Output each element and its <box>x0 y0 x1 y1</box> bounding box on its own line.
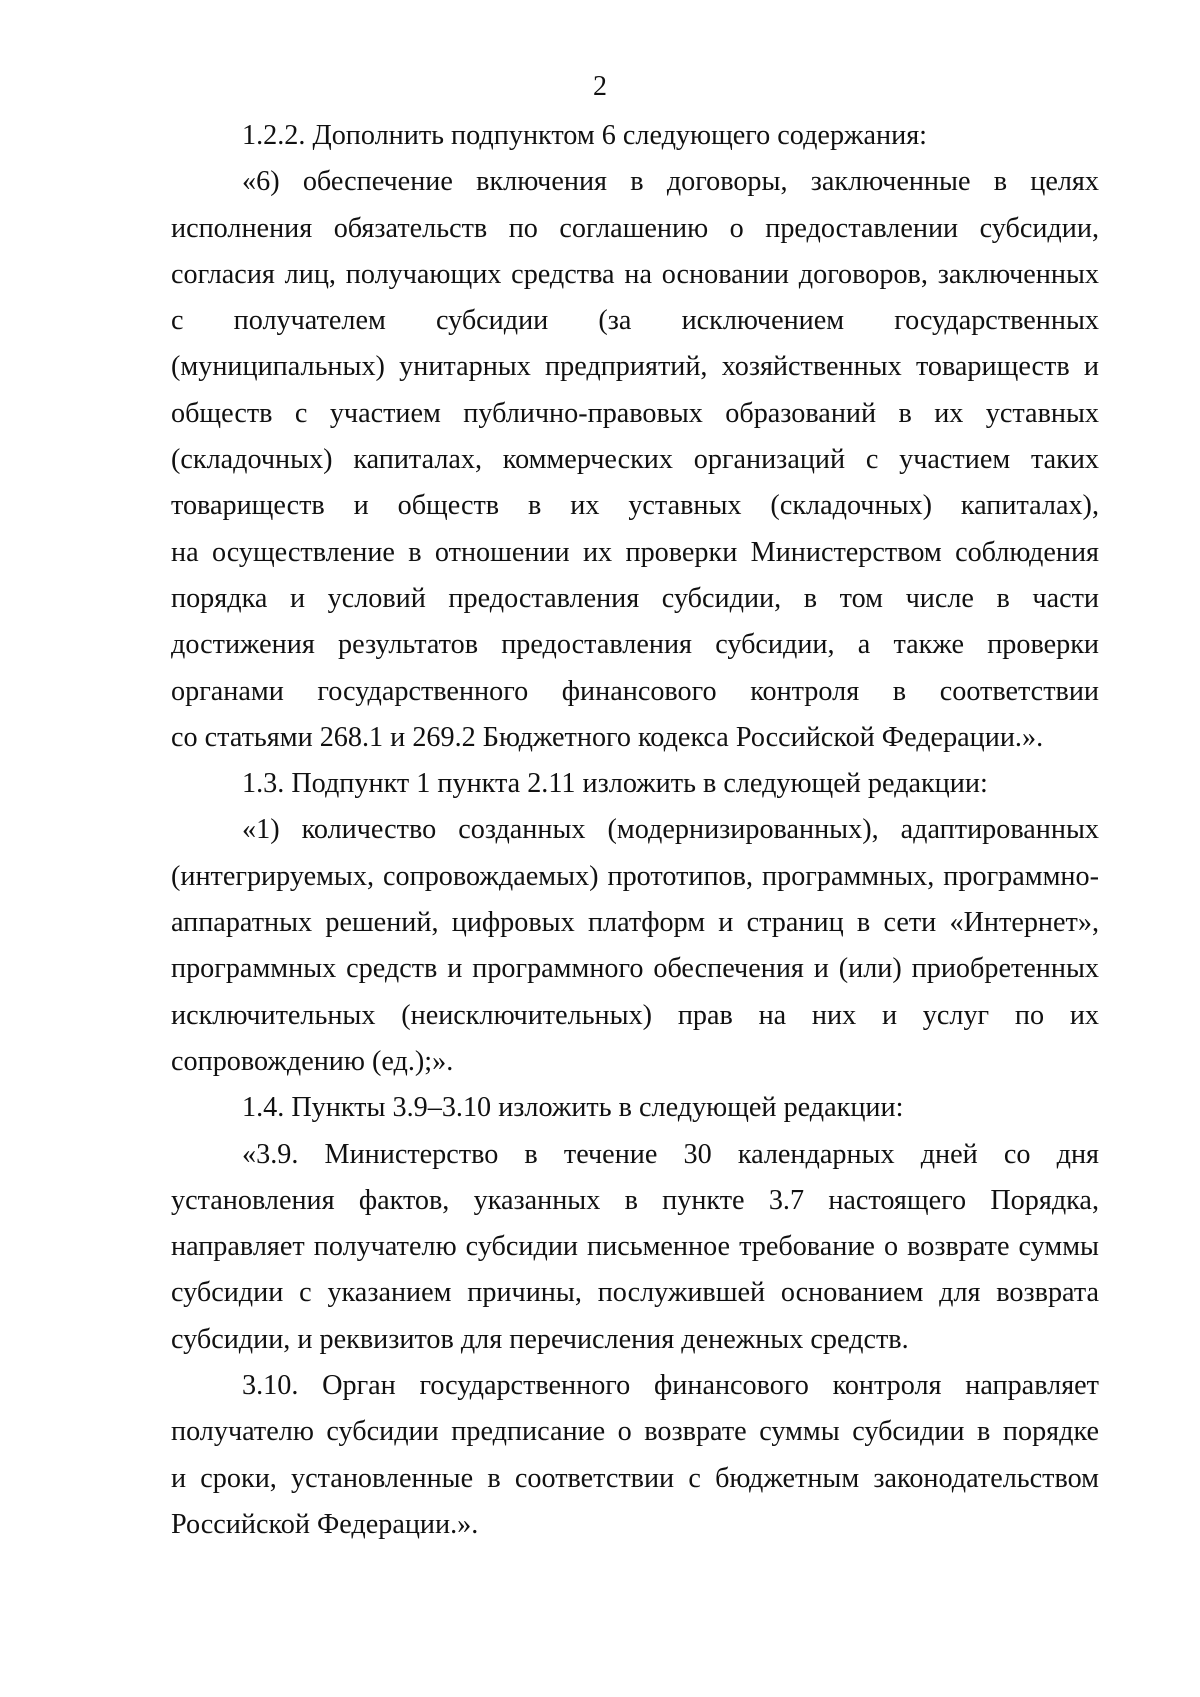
text-line: Российской Федерации.». <box>171 1508 479 1540</box>
page-number: 2 <box>593 71 607 102</box>
paragraph-3-9 <box>171 1132 1099 1363</box>
text-line: получателю субсидии предписание о возврате суммы субсидии в порядке <box>171 1416 1099 1448</box>
text-line: аппаратных решений, цифровых платформ и страниц в сети «Интернет», <box>171 907 1099 939</box>
paragraph-sub6 <box>171 159 1099 761</box>
text-line: направляет получателю субсидии письменное требование о возврате суммы <box>171 1231 1099 1263</box>
text-line: достижения результатов предоставления субсидии, а также проверки <box>171 629 1099 661</box>
text-line: (интегрируемых, сопровождаемых) прототипов, программных, программно- <box>171 860 1099 892</box>
text-line: (складочных) капиталах, коммерческих организаций с участием таких <box>171 444 1099 476</box>
text-line: «1) количество созданных (модернизированных), адаптированных <box>242 814 1099 846</box>
paragraph-1-4 <box>171 1085 1099 1131</box>
text-line: на осуществление в отношении их проверки Министерством соблюдения <box>171 536 1099 568</box>
text-line: 3.10. Орган государственного финансового контроля направляет <box>242 1370 1099 1402</box>
paragraph-3-10 <box>171 1363 1099 1548</box>
text-line: порядка и условий предоставления субсидии, в том числе в части <box>171 582 1099 614</box>
text-line: товариществ и обществ в их уставных (складочных) капиталах), <box>171 490 1099 522</box>
text-line: установления фактов, указанных в пункте 3.7 настоящего Порядка, <box>171 1184 1099 1216</box>
document-body <box>171 113 1099 1548</box>
text-line: 1.4. Пункты 3.9–3.10 изложить в следующей редакции: <box>242 1092 904 1124</box>
text-line: органами государственного финансового контроля в соответствии <box>171 675 1099 707</box>
text-line: субсидии, и реквизитов для перечисления денежных средств. <box>171 1323 909 1355</box>
text-line: исключительных (неисключительных) прав на них и услуг по их <box>171 999 1099 1031</box>
text-line: программных средств и программного обеспечения и (или) приобретенных <box>171 953 1099 985</box>
text-line: и сроки, установленные в соответствии с бюджетным законодательством <box>171 1462 1099 1494</box>
text-line: с получателем субсидии (за исключением государственных <box>171 305 1099 337</box>
text-line: 1.3. Подпункт 1 пункта 2.11 изложить в следующей редакции: <box>242 768 988 800</box>
text-line: сопровождению (ед.);». <box>171 1045 454 1077</box>
text-line: «3.9. Министерство в течение 30 календарных дней со дня <box>242 1138 1099 1170</box>
text-line: согласия лиц, получающих средства на основании договоров, заключенных <box>171 258 1099 290</box>
text-line: обществ с участием публично-правовых образований в их уставных <box>171 397 1099 429</box>
text-line: (муниципальных) унитарных предприятий, хозяйственных товариществ и <box>171 351 1099 383</box>
text-line: субсидии с указанием причины, послужившей основанием для возврата <box>171 1277 1099 1309</box>
text-line: исполнения обязательств по соглашению о предоставлении субсидии, <box>171 212 1099 244</box>
paragraph-sub1 <box>171 807 1099 1085</box>
text-line: 1.2.2. Дополнить подпунктом 6 следующего содержания: <box>242 120 927 151</box>
paragraph-1-2-2 <box>171 113 1099 159</box>
text-line: «6) обеспечение включения в договоры, заключенные в целях <box>242 166 1099 198</box>
paragraph-1-3 <box>171 761 1099 807</box>
text-line: со статьями 268.1 и 269.2 Бюджетного кодекса Российской Федерации.». <box>171 721 1044 753</box>
